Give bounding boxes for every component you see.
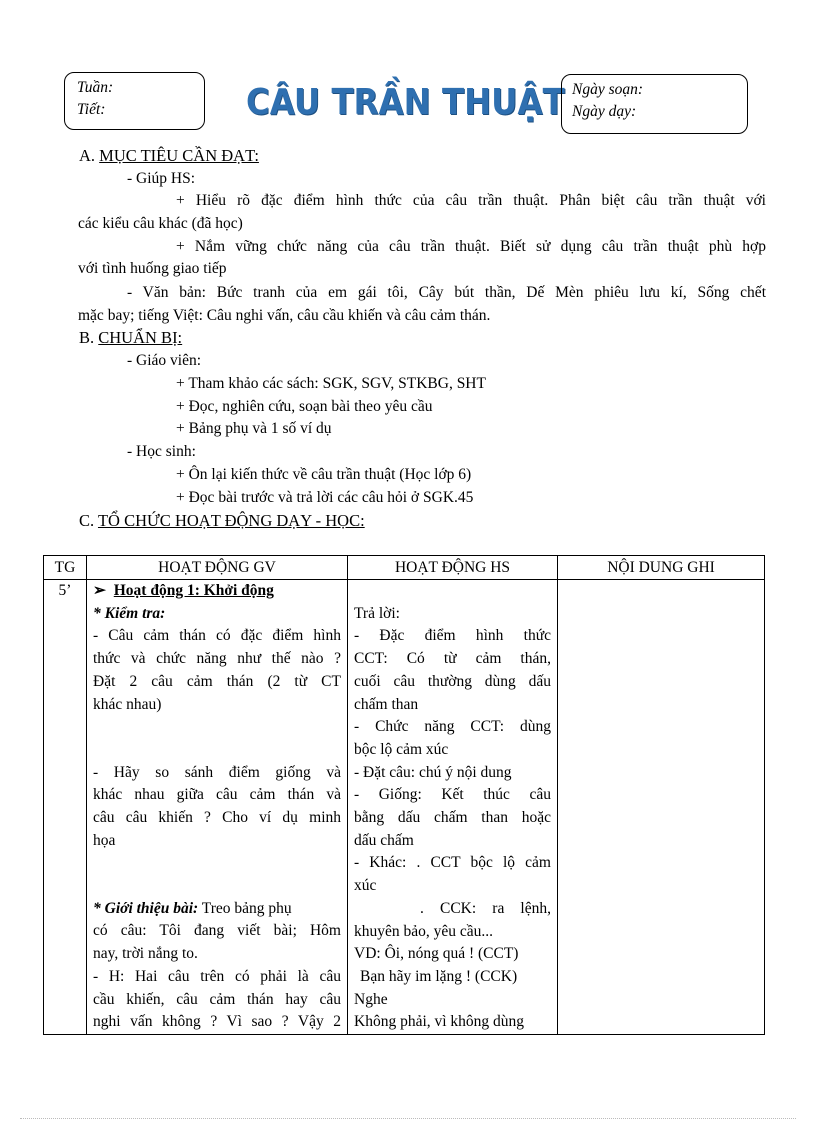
hs-line: - Đặt câu: chú ý nội dung — [354, 763, 512, 781]
hs-line: Bạn hãy im lặng ! (CCK) — [360, 967, 518, 985]
teacher-item: + Tham khảo các sách: SGK, SGV, STKBG, SHT — [176, 375, 486, 392]
hs-line: - Chức năng CCT: dùng — [354, 718, 551, 736]
section-a-title: MỤC TIÊU CẦN ĐẠT: — [99, 146, 259, 165]
hs-line: khuyên bảo, yêu cầu... — [354, 922, 494, 940]
notes-cell — [558, 580, 765, 1035]
activity-heading — [87, 580, 347, 603]
check-heading: * Kiểm tra: — [93, 604, 166, 622]
gv-line: họa — [93, 831, 116, 849]
hs-line: - Đặc điểm hình thức — [354, 627, 551, 645]
gv-line: khác nhau) — [93, 695, 162, 713]
teacher-item: + Bảng phụ và 1 số ví dụ — [176, 420, 332, 437]
gv-line: - Hãy so sánh điểm giống và — [93, 763, 341, 781]
column-header-student: HOẠT ĐỘNG HS — [348, 556, 558, 580]
gv-line: Đặt 2 câu cảm thán (2 từ CT — [93, 672, 341, 690]
texts-line-2: mặc bay; tiếng Việt: Câu nghi vấn, câu cầu khiến và câu cảm thán. — [78, 307, 491, 324]
teacher-item: + Đọc, nghiên cứu, soạn bài theo yêu cầu — [176, 398, 433, 415]
page-title: CÂU TRẦN THUẬT — [246, 82, 565, 123]
hs-line: dấu chấm — [354, 831, 414, 849]
teacher-label: - Giáo viên: — [127, 352, 202, 369]
section-b-heading: B. CHUẨN BỊ: — [79, 328, 183, 347]
page-bottom-rule — [20, 1118, 796, 1119]
section-b-title: CHUẨN BỊ: — [98, 328, 183, 347]
intro-line — [87, 898, 347, 921]
arrow-bullet-icon: ➢ — [93, 582, 106, 599]
teacher-activity-cell — [87, 580, 348, 1035]
objective-2-line-2: với tình huống giao tiếp — [78, 260, 227, 277]
column-header-notes: NỘI DUNG GHI — [558, 556, 765, 580]
section-c-heading: C. TỔ CHỨC HOẠT ĐỘNG DẠY - HỌC: — [79, 511, 365, 530]
time-cell — [44, 580, 87, 1035]
week-label: Tuần: — [77, 79, 114, 96]
gv-line: có câu: Tôi đang viết bài; Hôm — [93, 922, 341, 940]
column-header-teacher: HOẠT ĐỘNG GV — [87, 556, 348, 580]
section-a-heading: A. MỤC TIÊU CẦN ĐẠT: — [79, 146, 259, 165]
hs-line: bộc lộ cảm xúc — [354, 740, 449, 758]
lesson-info-box — [64, 72, 205, 130]
hs-line: Không phải, vì không dùng — [354, 1013, 525, 1031]
column-header-time: TG — [44, 556, 87, 580]
hs-line: bằng dấu chấm than hoặc — [354, 809, 551, 827]
gv-line: nghi vấn không ? Vì sao ? Vậy 2 — [93, 1013, 341, 1031]
hs-line: CCT: Có từ cảm thán, — [354, 650, 551, 668]
student-activity-cell — [348, 580, 558, 1035]
activity-table — [43, 555, 765, 1035]
hs-line: cuối câu thường dùng dấu — [354, 672, 551, 690]
objective-2-line-1: + Nắm vững chức năng của câu trần thuật. Biết sử dụng câu trần thuật phù hợp — [176, 238, 766, 255]
intro-heading: * Giới thiệu bài: — [93, 899, 199, 917]
intro-rest: Treo bảng phụ — [198, 899, 292, 917]
gv-line: thức và chức năng như thế nào ? — [93, 650, 341, 668]
hs-line: chấm than — [354, 695, 419, 713]
hs-line: - Giống: Kết thúc câu — [354, 786, 551, 804]
period-label: Tiết: — [77, 101, 106, 118]
texts-line-1: - Văn bản: Bức tranh của em gái tôi, Cây bút thần, Dế Mèn phiêu lưu kí, Sống chết — [127, 284, 766, 301]
hs-line: xúc — [354, 877, 377, 895]
gv-line: khác nhau giữa câu cảm thán và — [93, 786, 341, 804]
activity-title: Hoạt động 1: Khởi động — [113, 582, 274, 599]
student-item: + Ôn lại kiến thức về câu trần thuật (Học lớp 6) — [176, 466, 472, 483]
hs-line: VD: Ôi, nóng quá ! (CCT) — [354, 945, 519, 963]
hs-line: Nghe — [354, 990, 388, 1008]
teach-date-label: Ngày dạy: — [572, 103, 637, 120]
help-label: - Giúp HS: — [127, 170, 196, 187]
objective-1-line-1: + Hiểu rõ đặc điểm hình thức của câu trần thuật. Phân biệt câu trần thuật với — [176, 192, 766, 209]
gv-line: - Câu cảm thán có đặc điểm hình — [93, 627, 341, 645]
section-c-title: TỔ CHỨC HOẠT ĐỘNG DẠY - HỌC: — [97, 511, 365, 530]
date-info-box — [561, 74, 748, 134]
hs-line: - Khác: . CCT bộc lộ cảm — [354, 854, 551, 872]
student-item: + Đọc bài trước và trả lời các câu hỏi ở SGK.45 — [176, 489, 474, 506]
objective-1-line-2: các kiểu câu khác (đã học) — [78, 215, 243, 232]
student-label: - Học sinh: — [127, 443, 196, 460]
table-header-row — [44, 556, 765, 580]
gv-line: nay, trời nắng to. — [93, 945, 198, 963]
gv-line: câu câu khiến ? Cho ví dụ minh — [93, 809, 341, 826]
prep-date-label: Ngày soạn: — [572, 81, 644, 98]
table-row — [44, 580, 765, 1035]
hs-line: . CCK: ra lệnh, — [420, 899, 551, 917]
gv-line: - H: Hai câu trên có phải là câu — [93, 967, 341, 985]
hs-line: Trả lời: — [354, 604, 400, 622]
time-value: 5’ — [58, 582, 72, 599]
gv-line: cầu khiến, câu cảm thán hay câu — [93, 990, 341, 1008]
